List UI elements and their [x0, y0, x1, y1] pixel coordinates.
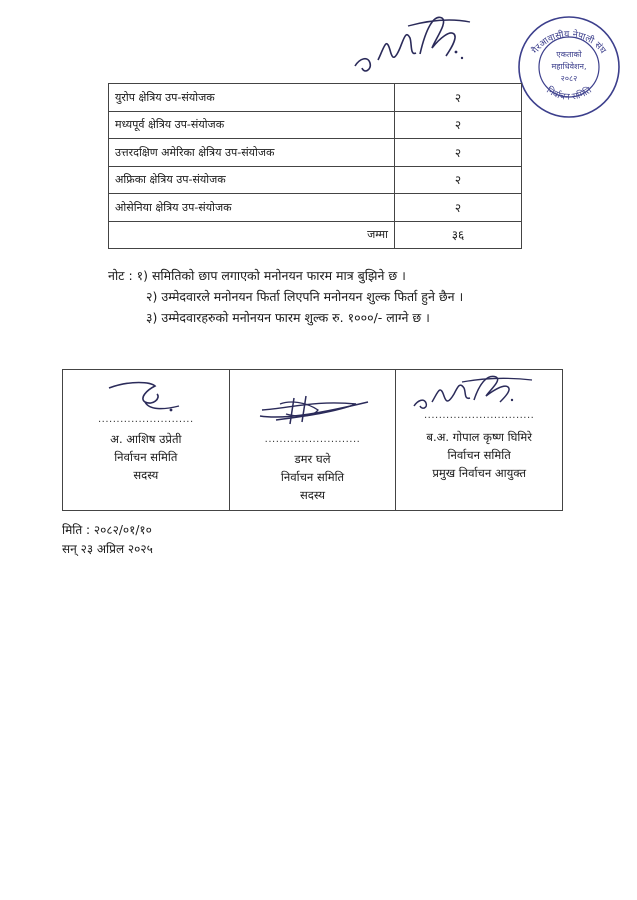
svg-text:निर्वाचन समिति: निर्वाचन समिति	[544, 85, 594, 103]
post-name: ओसेनिया क्षेत्रिय उप-संयोजक	[109, 194, 395, 222]
top-signature	[350, 8, 480, 83]
date-bs: मिति : २०८२/०१/१०	[62, 523, 152, 537]
signature-box	[62, 369, 563, 511]
post-count: २	[395, 194, 522, 222]
post-count: २	[395, 84, 522, 112]
signatory-3	[395, 370, 562, 510]
note-line-1: नोट : १) समितिको छाप लगाएको मनोनयन फारम मात्र बुझिने छ ।	[108, 268, 406, 283]
table-row	[109, 139, 522, 167]
posts-table	[108, 83, 522, 249]
post-name: मध्यपूर्व क्षेत्रिय उप-संयोजक	[109, 111, 395, 139]
notes-section	[108, 265, 463, 328]
signatory-1	[63, 370, 229, 510]
signature-1	[101, 376, 191, 416]
signatory-name: डमर घले	[294, 452, 331, 466]
note-line-3: ३) उम्मेदवारहरुको मनोनयन फारम शुल्क रु. १०००/- लाग्ने छ ।	[146, 310, 430, 325]
post-name: युरोप क्षेत्रिय उप-संयोजक	[109, 84, 395, 112]
table-row	[109, 194, 522, 222]
table-row	[109, 166, 522, 194]
post-name: अफ्रिका क्षेत्रिय उप-संयोजक	[109, 166, 395, 194]
signatory-name: अ. आशिष उप्रेती	[110, 432, 182, 446]
committee-stamp	[514, 12, 624, 122]
post-count: २	[395, 139, 522, 167]
table-total-row	[109, 221, 522, 249]
svg-text:एकताको: एकताको	[556, 50, 582, 59]
signatory-role: सदस्य	[133, 468, 159, 482]
signatory-committee: निर्वाचन समिति	[114, 450, 178, 464]
date-section	[62, 521, 153, 559]
total-label: जम्मा	[109, 221, 395, 249]
svg-text:महाधिवेशन,: महाधिवेशन,	[551, 62, 587, 71]
signatory-2	[229, 370, 396, 510]
svg-text:गैरआवासीय नेपाली संघ: गैरआवासीय नेपाली संघ	[530, 29, 608, 56]
signature-3	[410, 372, 540, 414]
signature-line: ..........................	[98, 414, 194, 425]
signatory-committee: निर्वाचन समिति	[280, 470, 345, 484]
post-count: २	[395, 166, 522, 194]
signatory-role: सदस्य	[299, 488, 326, 502]
signature-line: ..........................	[264, 434, 361, 445]
post-count: २	[395, 111, 522, 139]
table-row	[109, 84, 522, 112]
table-row	[109, 111, 522, 139]
signatory-committee: निर्वाचन समिति	[447, 448, 511, 462]
post-name: उत्तरदक्षिण अमेरिका क्षेत्रिय उप-संयोजक	[109, 139, 395, 167]
svg-text:२०८२: २०८२	[560, 74, 578, 83]
signatory-name: ब.अ. गोपाल कृष्ण घिमिरे	[426, 430, 532, 444]
note-line-2: २) उम्मेदवारले मनोनयन फिर्ता लिएपनि मनोनयन शुल्क फिर्ता हुने छैन ।	[146, 289, 464, 304]
signature-line: ..............................	[423, 410, 535, 421]
total-value: ३६	[395, 221, 522, 249]
signature-2	[256, 390, 376, 430]
signatory-role: प्रमुख निर्वाचन आयुक्त	[432, 466, 527, 480]
date-ad: सन् २३ अप्रिल २०२५	[62, 542, 153, 556]
